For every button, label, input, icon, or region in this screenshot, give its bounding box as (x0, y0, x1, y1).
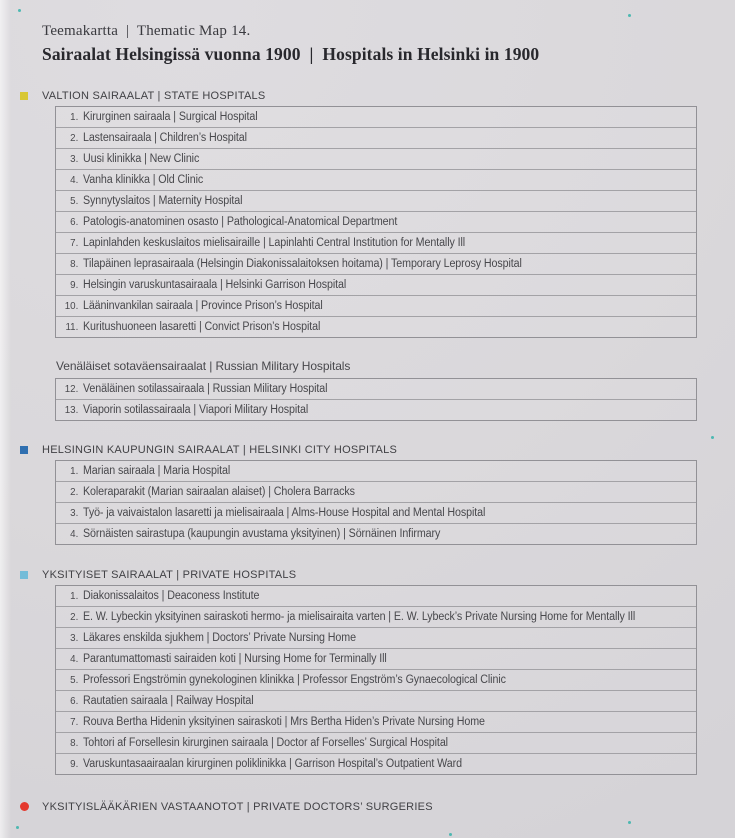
legend-row-number: 2. (70, 486, 79, 498)
legend-row-content (56, 321, 651, 333)
legend-row-content (56, 674, 651, 686)
legend-row-number: 4. (70, 653, 79, 665)
legend-row (56, 127, 696, 148)
legend-row-label: Rouva Bertha Hidenin yksityinen sairaskoti | Mrs Bertha Hiden’s Private Nursing Home (82, 716, 485, 728)
legend-row-label: Vanha klinikka | Old Clinic (82, 174, 204, 186)
legend-group (42, 460, 697, 545)
legend-row-label: Rautatien sairaala | Railway Hospital (82, 695, 254, 707)
legend-row-label: Tilapäinen leprasairaala (Helsingin Diakonissalaitoksen hoitama) | Temporary Leprosy Hospital (82, 258, 522, 270)
legend-groups (42, 460, 697, 545)
legend-row-content (56, 590, 651, 602)
legend-row (56, 690, 696, 711)
legend-row-number: 5. (70, 674, 79, 686)
legend-section-title: YKSITYISLÄÄKÄRIEN VASTAANOTOT | PRIVATE DOCTORS’ SURGERIES (42, 801, 433, 813)
legend-section-state-hospitals (42, 89, 697, 421)
legend-row-number: 5. (70, 195, 79, 207)
legend-row-label: Synnytyslaitos | Maternity Hospital (82, 195, 243, 207)
legend-row-label: Lastensairaala | Children’s Hospital (82, 132, 247, 144)
legend-row (56, 523, 696, 544)
legend-row-content (56, 237, 651, 249)
legend-row (56, 648, 696, 669)
legend-row-label: Läkares enskilda sjukhem | Doctors’ Private Nursing Home (82, 632, 356, 644)
legend-row-label: Patologis-anatominen osasto | Pathological-Anatomical Department (82, 216, 398, 228)
legend-row-content (56, 258, 651, 270)
legend-section-city-hospitals (42, 443, 697, 545)
legend-marker-icon (20, 446, 28, 454)
legend-row (56, 274, 696, 295)
legend-groups (42, 106, 697, 421)
legend-row-number: 8. (70, 737, 79, 749)
legend-row-content (56, 195, 651, 207)
legend-row-label: Työ- ja vaivaistalon lasaretti ja mielisairaala | Alms-House Hospital and Mental Hospital (82, 507, 486, 519)
legend-row-number: 9. (70, 279, 79, 291)
legend-row-number: 3. (70, 632, 79, 644)
legend-table (55, 106, 697, 338)
legend-group (42, 359, 697, 421)
legend-table (55, 378, 697, 421)
legend-row-number: 10. (64, 300, 79, 312)
legend-marker-icon (20, 802, 29, 811)
legend-row-number: 9. (70, 758, 79, 770)
legend-row-content (56, 758, 651, 770)
legend-row (56, 669, 696, 690)
legend-row-label: Diakonissalaitos | Deaconess Institute (82, 590, 260, 602)
legend-row-number: 1. (70, 465, 79, 477)
legend-row-label: Lääninvankilan sairaala | Province Prison’s Hospital (82, 300, 323, 312)
legend-subheading: Venäläiset sotaväensairaalat | Russian Military Hospitals (56, 359, 351, 373)
legend-section-private-doctors (42, 800, 697, 814)
legend-row (56, 586, 696, 606)
legend-row-content (56, 737, 651, 749)
legend-row-number: 3. (70, 507, 79, 519)
legend-row (56, 481, 696, 502)
legend-row (56, 732, 696, 753)
legend-row-number: 11. (65, 321, 79, 333)
scan-artifact-dot (16, 826, 19, 829)
legend-row-content (56, 216, 651, 228)
legend-row-number: 3. (70, 153, 79, 165)
legend-row-content (56, 611, 651, 623)
page-header (42, 22, 697, 65)
legend-row (56, 753, 696, 774)
legend-row-number: 6. (70, 695, 79, 707)
legend-row (56, 190, 696, 211)
legend-row-number: 1. (70, 590, 79, 602)
legend-row-label: Parantumattomasti sairaiden koti | Nursing Home for Terminally Ill (82, 653, 387, 665)
legend-row-content (56, 507, 651, 519)
legend-table (55, 585, 697, 775)
legend-row-content (56, 465, 651, 477)
legend-row (56, 107, 696, 127)
legend-sections (42, 89, 697, 814)
legend-row-label: Koleraparakit (Marian sairaalan alaiset) | Cholera Barracks (82, 486, 355, 498)
legend-row-label: Lapinlahden keskuslaitos mielisairaille | Lapinlahti Central Institution for Mentally Ill (82, 237, 466, 249)
legend-row-number: 2. (70, 132, 79, 144)
legend-row-number: 4. (70, 174, 79, 186)
legend-row (56, 232, 696, 253)
legend-row (56, 253, 696, 274)
legend-row-label: Sörnäisten sairastupa (kaupungin avustama yksityinen) | Sörnäinen Infirmary (82, 528, 441, 540)
legend-row-content (56, 653, 651, 665)
legend-marker-icon (20, 92, 28, 100)
legend-section-head (42, 800, 697, 814)
legend-row-content (56, 153, 651, 165)
legend-row-content (56, 404, 651, 416)
map-series-label: Teemakartta | Thematic Map 14. (42, 23, 251, 39)
legend-row-content (56, 528, 651, 540)
legend-row-label: E. W. Lybeckin yksityinen sairaskoti hermo- ja mielisairaita varten | E. W. Lybeck’s Private Nursing Home for Mentally Ill (82, 611, 636, 623)
legend-row-content (56, 695, 651, 707)
legend-row-number: 1. (70, 111, 79, 123)
legend-row-number: 6. (70, 216, 79, 228)
legend-row-number: 13. (64, 404, 79, 416)
scan-artifact-dot (628, 14, 631, 17)
legend-section-title: YKSITYISET SAIRAALAT | PRIVATE HOSPITALS (42, 569, 297, 581)
legend-row-content (56, 632, 651, 644)
legend-row (56, 169, 696, 190)
legend-row-number: 4. (70, 528, 79, 540)
scan-artifact-dot (449, 833, 452, 836)
legend-row-content (56, 716, 651, 728)
legend-row (56, 711, 696, 732)
legend-row-content (56, 174, 651, 186)
legend-row-label: Viaporin sotilassairaala | Viapori Military Hospital (82, 404, 309, 416)
legend-row-label: Kirurginen sairaala | Surgical Hospital (82, 111, 258, 123)
legend-row (56, 461, 696, 481)
legend-row-label: Helsingin varuskuntasairaala | Helsinki Garrison Hospital (82, 279, 347, 291)
legend-row-number: 7. (70, 716, 79, 728)
legend-row-label: Professori Engströmin gynekologinen klinikka | Professor Engström’s Gynaecological Clinic (82, 674, 506, 686)
legend-row-content (56, 279, 651, 291)
legend-section-private-hospitals (42, 568, 697, 775)
legend-row-number: 12. (64, 383, 79, 395)
legend-row-label: Uusi klinikka | New Clinic (82, 153, 200, 165)
legend-section-head (42, 568, 697, 582)
legend-section-head (42, 443, 697, 457)
legend-row (56, 606, 696, 627)
scan-artifact-dot (18, 9, 21, 12)
legend-group (42, 106, 697, 338)
legend-table (55, 460, 697, 545)
legend-row (56, 627, 696, 648)
legend-row-number: 7. (70, 237, 79, 249)
legend-row (56, 148, 696, 169)
legend-group (42, 585, 697, 775)
legend-row (56, 211, 696, 232)
legend-section-title: VALTION SAIRAALAT | STATE HOSPITALS (42, 90, 266, 102)
legend-row-number: 8. (70, 258, 79, 270)
legend-row-label: Tohtori af Forsellesin kirurginen sairaala | Doctor af Forselles’ Surgical Hospital (82, 737, 448, 749)
legend-row (56, 399, 696, 420)
legend-row-content (56, 300, 651, 312)
legend-row-content (56, 486, 651, 498)
legend-row-label: Venäläinen sotilassairaala | Russian Military Hospital (82, 383, 328, 395)
legend-row (56, 502, 696, 523)
legend-row (56, 295, 696, 316)
page-title: Sairaalat Helsingissä vuonna 1900 | Hospitals in Helsinki in 1900 (42, 44, 540, 64)
legend-row (56, 379, 696, 399)
legend-row-number: 2. (70, 611, 79, 623)
legend-section-head (42, 89, 697, 103)
legend-section-title: HELSINGIN KAUPUNGIN SAIRAALAT | HELSINKI CITY HOSPITALS (42, 444, 398, 456)
legend-row-label: Varuskuntasaairaalan kirurginen poliklinikka | Garrison Hospital’s Outpatient Ward (82, 758, 462, 770)
legend-row-label: Marian sairaala | Maria Hospital (82, 465, 231, 477)
legend-row-content (56, 111, 651, 123)
legend-row-content (56, 383, 651, 395)
legend-row (56, 316, 696, 337)
scan-artifact-dot (711, 436, 714, 439)
legend-marker-icon (20, 571, 28, 579)
legend-row-label: Kuritushuoneen lasaretti | Convict Prison’s Hospital (82, 321, 321, 333)
legend-groups (42, 585, 697, 775)
legend-row-content (56, 132, 651, 144)
scan-artifact-dot (628, 821, 631, 824)
